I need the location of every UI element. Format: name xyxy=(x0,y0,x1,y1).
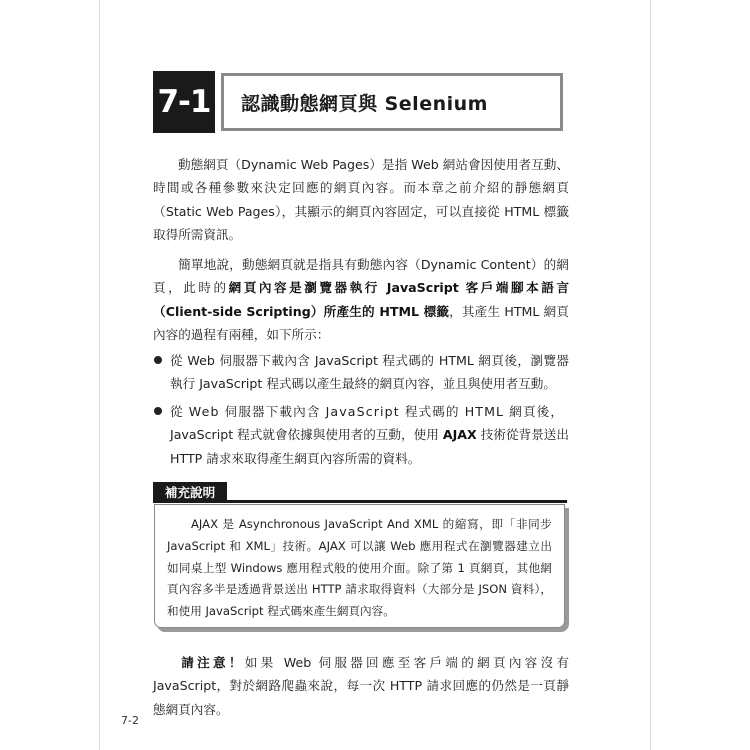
bullet-list xyxy=(153,349,569,474)
supplement-label: 補充說明 xyxy=(153,482,227,501)
bullet-text-post: 技術從背景送出 HTTP 請求來取得產生網頁內容所需的資料。 xyxy=(170,427,569,466)
bullet-text-pre: JavaScript 程式就會依據與使用者的互動，使用 xyxy=(170,427,443,443)
paragraph-definition-post: ，其產生 HTML 網頁內容的過程有兩種，如下所示： xyxy=(153,303,569,343)
bullet-dot-icon xyxy=(154,407,162,415)
section-title-box xyxy=(221,73,563,131)
bullet-text-line1: 從 Web 伺服器下載內含 JavaScript 程式碼的 HTML 網頁後， xyxy=(170,403,565,419)
note-bold: 請注意！ xyxy=(178,655,245,670)
supplement-divider xyxy=(153,500,567,503)
supplement-text: AJAX 是 Asynchronous JavaScript And XML 的縮寫，即「非同步 JavaScript 和 XML」技術。AJAX 可以讓 Web 應用程式在瀏覽器建立出如同桌上型 Windows 應用程式般的使用介面。除了第 1 頁網頁，其他網頁內容多半是透過背景送出 HTTP 請求取得資料（大部分是 JSON 資料），和使用 JavaScript 程式碼來產生網頁內容。 xyxy=(167,517,552,619)
note-text: 如果 Web 伺服器回應至客戶端的網頁內容沒有 JavaScript，對於網路爬蟲來說，每一次 HTTP 請求回應的仍然是一頁靜態網頁內容。 xyxy=(153,655,570,717)
bullet-text: 從 Web 伺服器下載內含 JavaScript 程式碼的 HTML 網頁後，瀏覽器執行 JavaScript 程式碼以產生最終的網頁內容，並且與使用者互動。 xyxy=(170,353,569,392)
supplement-box xyxy=(154,504,565,628)
paragraph-intro xyxy=(153,153,569,247)
paragraph-intro-text: 動態網頁（Dynamic Web Pages）是指 Web 網站會因使用者互動、時間或各種參數來決定回應的網頁內容。而本章之前介紹的靜態網頁（Static Web Pages），其顯示的網頁內容固定，可以直接從 HTML 標籤取得所需資訊。 xyxy=(153,157,569,243)
bullet-text xyxy=(170,400,569,470)
list-item xyxy=(153,349,569,396)
bullet-dot-icon xyxy=(154,356,162,364)
list-item xyxy=(153,400,569,470)
paragraph-definition-pre: 簡單地說，動態網頁就是指具有動態內容（Dynamic Content）的網頁，此時的 xyxy=(153,257,569,296)
section-title: 認識動態網頁與 Selenium xyxy=(241,92,488,115)
supplement-paragraph xyxy=(167,514,552,623)
paragraph-definition-bold: 網頁內容是瀏覽器執行 JavaScript 客戶端腳本語言（Client-side Scripting）所產生的 HTML 標籤 xyxy=(153,280,570,319)
paragraph-definition xyxy=(153,253,569,347)
section-number: 7-1 xyxy=(153,71,215,133)
bullet-text-bold: AJAX xyxy=(442,427,477,443)
page-number: 7-2 xyxy=(121,714,139,727)
paragraph-note xyxy=(153,651,569,721)
